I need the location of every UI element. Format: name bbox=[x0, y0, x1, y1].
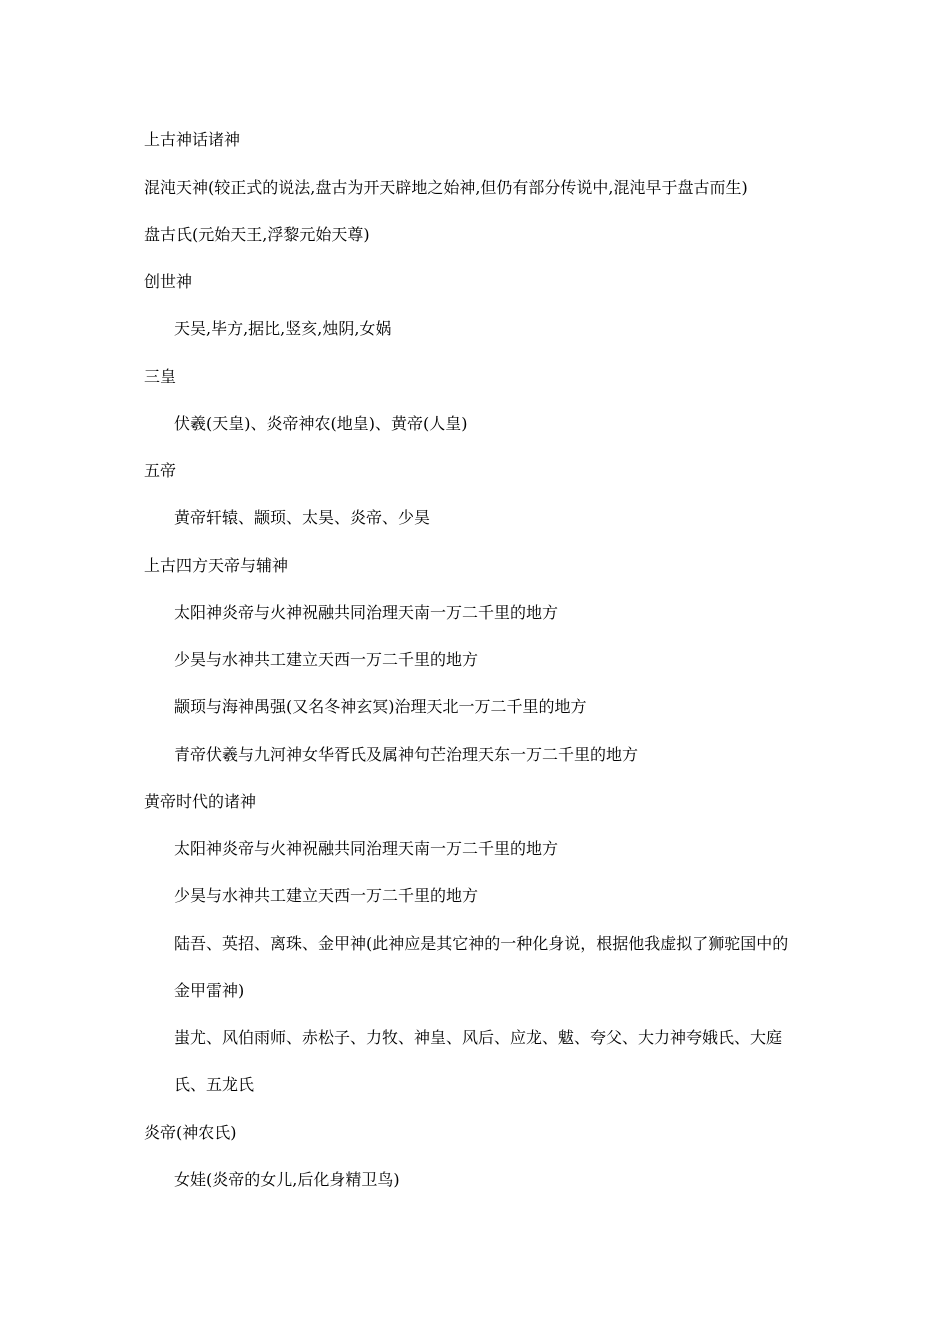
page-title: 上古神话诸神 bbox=[144, 130, 241, 149]
text-line-chaos-god: 混沌天神(较正式的说法,盘古为开天辟地之始神,但仍有部分传说中,混沌早于盘古而生) bbox=[144, 178, 748, 197]
text-line-chiyou-continued: 氏、五龙氏 bbox=[174, 1075, 255, 1094]
section-heading-four-direction-emperors: 上古四方天帝与辅神 bbox=[144, 556, 289, 575]
text-line-south: 太阳神炎帝与火神祝融共同治理天南一万二千里的地方 bbox=[174, 603, 559, 622]
text-line-chiyou: 蚩尤、风伯雨师、赤松子、力牧、神皇、风后、应龙、魃、夸父、大力神夸娥氏、大庭 bbox=[174, 1028, 783, 1047]
text-line-creation-gods: 天吴,毕方,据比,竖亥,烛阴,女娲 bbox=[174, 319, 392, 338]
text-line-north: 颛顼与海神禺强(又名冬神玄冥)治理天北一万二千里的地方 bbox=[174, 697, 587, 716]
text-line-luwu-continued: 金甲雷神) bbox=[174, 981, 245, 1000]
text-line-west: 少昊与水神共工建立天西一万二千里的地方 bbox=[174, 650, 479, 669]
section-heading-five-emperors: 五帝 bbox=[144, 461, 177, 480]
text-line-huangdi-south: 太阳神炎帝与火神祝融共同治理天南一万二千里的地方 bbox=[174, 839, 559, 858]
text-line-three-sovereigns: 伏羲(天皇)、炎帝神农(地皇)、黄帝(人皇) bbox=[174, 414, 468, 433]
text-line-pangu: 盘古氏(元始天王,浮黎元始天尊) bbox=[144, 225, 370, 244]
section-heading-yandi: 炎帝(神农氏) bbox=[144, 1123, 237, 1142]
section-heading-three-sovereigns: 三皇 bbox=[144, 367, 177, 386]
section-heading-huangdi-era: 黄帝时代的诸神 bbox=[144, 792, 257, 811]
text-line-luwu: 陆吾、英招、离珠、金甲神(此神应是其它神的一种化身说，根据他我虚拟了狮驼国中的 bbox=[174, 934, 789, 953]
section-heading-creation-gods: 创世神 bbox=[144, 272, 193, 291]
text-line-east: 青帝伏羲与九河神女华胥氏及属神句芒治理天东一万二千里的地方 bbox=[174, 745, 639, 764]
text-line-huangdi-west: 少昊与水神共工建立天西一万二千里的地方 bbox=[174, 886, 479, 905]
text-line-five-emperors: 黄帝轩辕、颛顼、太昊、炎帝、少昊 bbox=[174, 508, 431, 527]
text-line-nvwa: 女娃(炎帝的女儿,后化身精卫鸟) bbox=[174, 1170, 400, 1189]
